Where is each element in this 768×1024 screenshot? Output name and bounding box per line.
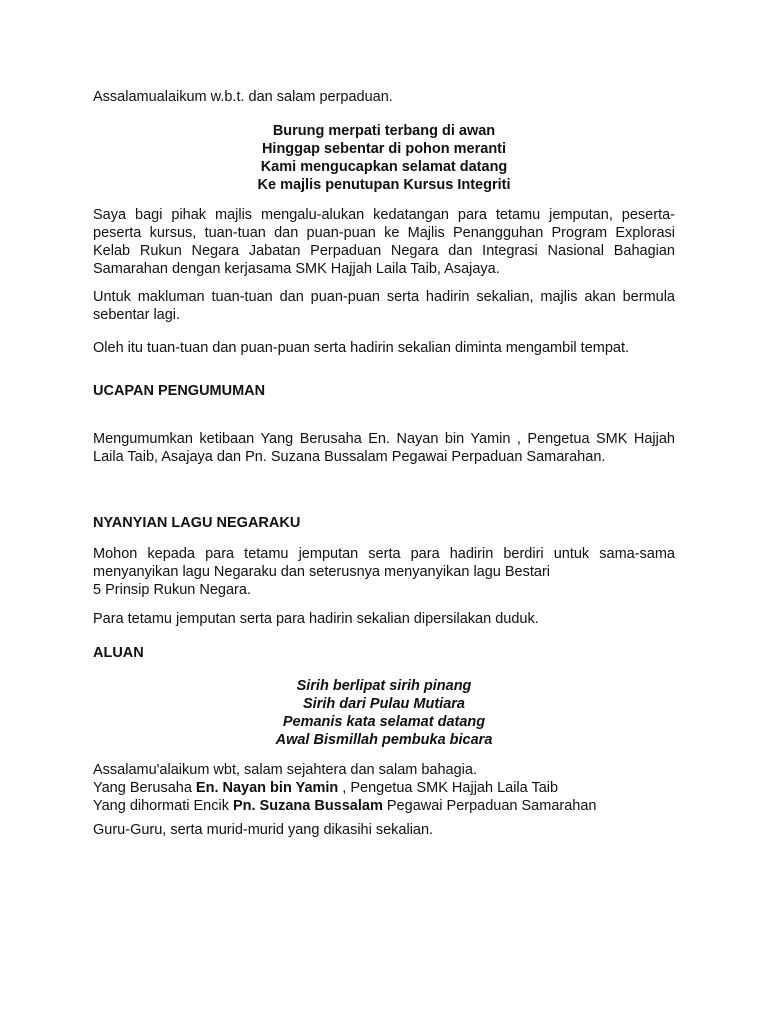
opening-pantun [93, 122, 675, 194]
principal-name: En. Nayan bin Yamin [195, 780, 339, 796]
pantun-line: Ke majlis penutupan Kursus Integriti [257, 177, 511, 193]
aluan-pantun [93, 677, 675, 749]
pantun-line: Burung merpati terbang di awan [272, 123, 496, 139]
info-paragraph: Untuk makluman tuan-tuan dan puan-puan serta hadirin sekalian, majlis akan bermula sebentar lagi. [93, 289, 675, 323]
closing-line: Guru-Guru, serta murid-murid yang dikasihi sekalian. [93, 822, 434, 838]
aluan-heading: ALUAN [93, 645, 144, 661]
seat-paragraph: Oleh itu tuan-tuan dan puan-puan serta hadirin sekalian diminta mengambil tempat. [93, 340, 630, 356]
pantun-line: Sirih berlipat sirih pinang [296, 678, 472, 694]
anthem-body [93, 545, 675, 599]
officer-line [93, 797, 675, 815]
sit-paragraph: Para tetamu jemputan serta para hadirin sekalian dipersilakan duduk. [93, 611, 539, 627]
salam-line: Assalamu'alaikum wbt, salam sejahtera dan salam bahagia. [93, 762, 477, 778]
pantun-line: Awal Bismillah pembuka bicara [275, 732, 493, 748]
pantun-line: Kami mengucapkan selamat datang [260, 159, 508, 175]
aluan-greetings [93, 761, 675, 815]
pantun-line: Pemanis kata selamat datang [282, 714, 486, 730]
officer-suffix: Pegawai Perpaduan Samarahan [382, 798, 597, 814]
principal-line [93, 779, 675, 797]
anthem-heading: NYANYIAN LAGU NEGARAKU [93, 515, 301, 531]
anthem-body-line: Mohon kepada para tetamu jemputan serta para hadirin berdiri untuk sama-sama menyanyikan lagu Negaraku dan seterusnya menyanyikan lagu Bestari [93, 546, 675, 580]
announcement-heading: UCAPAN PENGUMUMAN [93, 383, 266, 399]
pantun-line: Hinggap sebentar di pohon meranti [261, 141, 507, 157]
greeting-text: Assalamualaikum w.b.t. dan salam perpaduan. [93, 89, 393, 105]
pantun-line: Sirih dari Pulau Mutiara [303, 696, 465, 712]
principal-prefix: Yang Berusaha [93, 780, 196, 796]
officer-prefix: Yang dihormati Encik [93, 798, 233, 814]
announcement-body: Mengumumkan ketibaan Yang Berusaha En. Nayan bin Yamin , Pengetua SMK Hajjah Laila Taib, Asajaya dan Pn. Suzana Bussalam Pegawai Perpaduan Samarahan. [93, 431, 675, 465]
anthem-body-line: 5 Prinsip Rukun Negara. [93, 582, 251, 598]
officer-name: Pn. Suzana Bussalam [232, 798, 383, 814]
principal-suffix: , Pengetua SMK Hajjah Laila Taib [338, 780, 559, 796]
welcome-paragraph: Saya bagi pihak majlis mengalu-alukan kedatangan para tetamu jemputan, peserta-peserta kursus, tuan-tuan dan puan-puan ke Majlis Penangguhan Program Explorasi Kelab Rukun Negara Jabatan Perpaduan Negara dan Integrasi Nasional Bahagian Samarahan dengan kerjasama SMK Hajjah Laila Taib, Asajaya. [93, 207, 675, 277]
